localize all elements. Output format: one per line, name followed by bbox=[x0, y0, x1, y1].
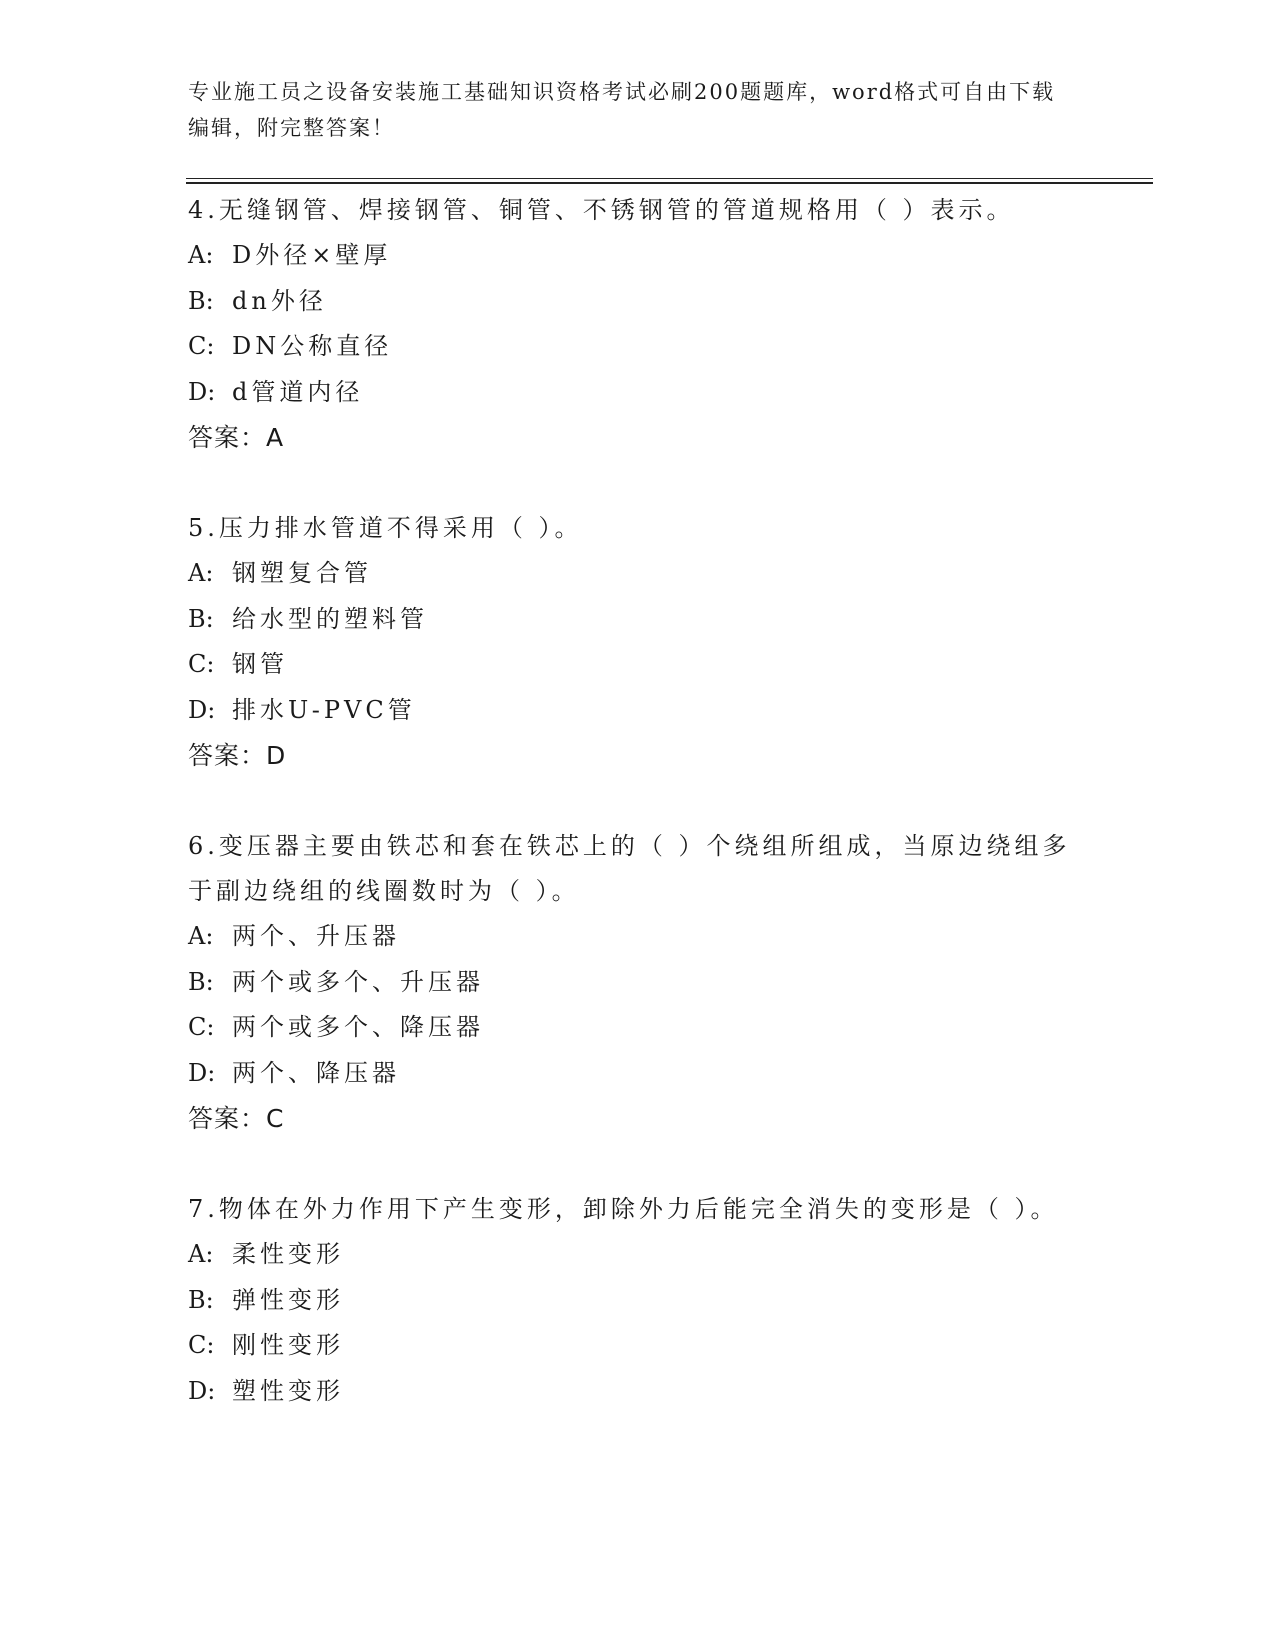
answer-value: C bbox=[266, 1104, 285, 1133]
option-b bbox=[188, 279, 1088, 325]
option-letter: C: bbox=[188, 650, 215, 678]
option-letter: D: bbox=[188, 1058, 216, 1087]
header-rule-thick bbox=[186, 182, 1153, 184]
question-7 bbox=[188, 1187, 1088, 1414]
question-text: 6.变压器主要由铁芯和套在铁芯上的（ ）个绕组所组成，当原边绕组多于副边绕组的线圈数时为（ ）。 bbox=[188, 832, 1071, 905]
option-c bbox=[188, 1005, 1088, 1051]
question-4 bbox=[188, 188, 1088, 460]
option-letter: C: bbox=[188, 1331, 215, 1359]
option-letter: C: bbox=[188, 1013, 215, 1041]
option-text: 两个、降压器 bbox=[232, 1058, 400, 1087]
option-a bbox=[188, 914, 1088, 960]
answer-line bbox=[188, 415, 1088, 460]
option-d bbox=[188, 1051, 1088, 1097]
question-text: 5.压力排水管道不得采用（ ）。 bbox=[188, 514, 583, 542]
option-letter: A: bbox=[188, 1240, 214, 1268]
option-text: 钢塑复合管 bbox=[232, 559, 372, 587]
header-rule-thin bbox=[186, 178, 1153, 179]
option-text: 钢管 bbox=[232, 650, 288, 678]
question-text: 4.无缝钢管、焊接钢管、铜管、不锈钢管的管道规格用（ ）表示。 bbox=[188, 196, 1015, 224]
option-letter: B: bbox=[188, 1285, 214, 1314]
option-text: d管道内径 bbox=[232, 377, 364, 406]
option-a bbox=[188, 233, 1088, 279]
option-c bbox=[188, 642, 1088, 688]
question-text: 7.物体在外力作用下产生变形，卸除外力后能完全消失的变形是（ ）。 bbox=[188, 1195, 1059, 1223]
option-text: 塑性变形 bbox=[232, 1376, 344, 1405]
option-b bbox=[188, 960, 1088, 1006]
option-text: dn外径 bbox=[232, 286, 327, 315]
option-d bbox=[188, 1369, 1088, 1415]
option-c bbox=[188, 1323, 1088, 1369]
option-text: 两个或多个、降压器 bbox=[232, 1013, 484, 1041]
option-b bbox=[188, 1278, 1088, 1324]
option-text: D外径×壁厚 bbox=[232, 241, 392, 269]
option-text: 排水U-PVC管 bbox=[232, 695, 416, 724]
option-letter: B: bbox=[188, 967, 214, 996]
question-6 bbox=[188, 824, 1088, 1141]
option-text: 两个或多个、升压器 bbox=[232, 967, 484, 996]
option-letter: C: bbox=[188, 332, 215, 360]
option-letter: B: bbox=[188, 286, 214, 315]
option-letter: A: bbox=[188, 559, 214, 587]
option-d bbox=[188, 688, 1088, 734]
answer-label: 答案： bbox=[188, 423, 267, 452]
answer-value: D bbox=[266, 741, 287, 770]
option-a bbox=[188, 1232, 1088, 1278]
answer-line bbox=[188, 733, 1088, 778]
option-letter: D: bbox=[188, 1376, 216, 1405]
option-text: 柔性变形 bbox=[232, 1240, 344, 1268]
question-list bbox=[188, 188, 1088, 1414]
question-5 bbox=[188, 506, 1088, 778]
option-text: DN公称直径 bbox=[232, 332, 393, 360]
option-text: 两个、升压器 bbox=[232, 922, 400, 950]
document-header: 专业施工员之设备安装施工基础知识资格考试必刷200题题库，word格式可自由下载编辑，附完整答案！ bbox=[188, 80, 1056, 140]
option-text: 刚性变形 bbox=[232, 1331, 344, 1359]
answer-line bbox=[188, 1096, 1088, 1141]
answer-label: 答案： bbox=[188, 1104, 267, 1133]
option-letter: A: bbox=[188, 241, 214, 269]
option-letter: B: bbox=[188, 604, 214, 633]
option-letter: D: bbox=[188, 695, 216, 724]
answer-value: A bbox=[266, 423, 285, 452]
option-c bbox=[188, 324, 1088, 370]
option-text: 弹性变形 bbox=[232, 1285, 344, 1314]
option-text: 给水型的塑料管 bbox=[232, 604, 428, 633]
option-letter: D: bbox=[188, 377, 216, 406]
answer-label: 答案： bbox=[188, 741, 267, 770]
option-b bbox=[188, 597, 1088, 643]
option-d bbox=[188, 370, 1088, 416]
option-letter: A: bbox=[188, 922, 214, 950]
option-a bbox=[188, 551, 1088, 597]
